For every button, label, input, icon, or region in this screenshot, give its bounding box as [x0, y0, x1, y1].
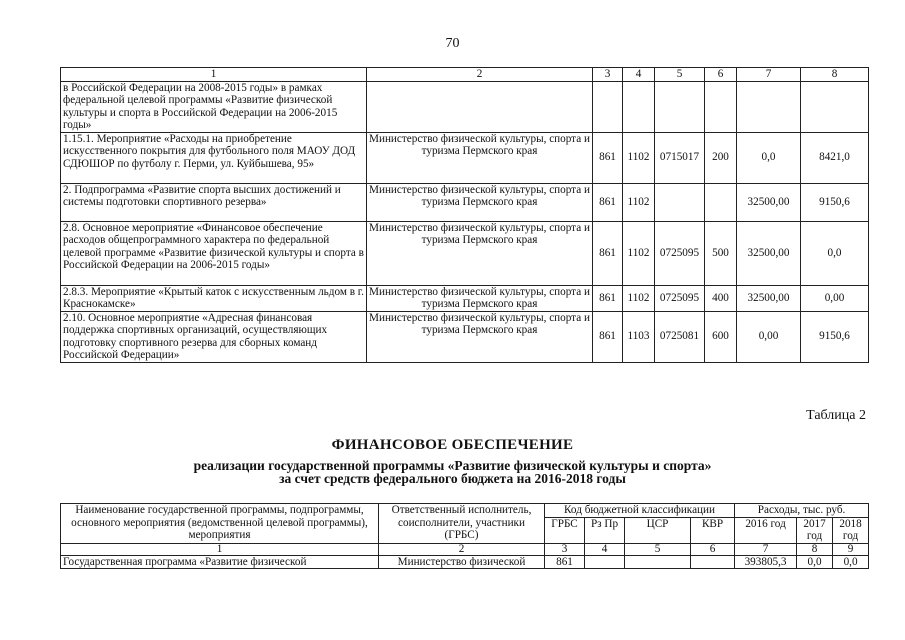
executor	[367, 81, 593, 132]
amount-cell: 9150,6	[801, 183, 869, 221]
header-csr: ЦСР	[625, 517, 691, 543]
kvr-cell: 400	[705, 285, 737, 311]
grbs-cell: 861	[593, 311, 623, 362]
section-subtitle: реализации государственной программы «Развитие физической культуры и спорта»	[193, 458, 712, 473]
kvr-cell: 500	[705, 221, 737, 285]
csr-cell	[655, 183, 705, 221]
col-num: 4	[585, 543, 625, 555]
col-num: 1	[61, 543, 379, 555]
header-executor: Ответственный исполнитель, соисполнители, участники (ГРБС)	[379, 504, 545, 544]
column-number-row	[61, 68, 869, 82]
grbs-cell: 861	[545, 555, 585, 569]
csr-cell: 0715017	[655, 132, 705, 183]
csr-cell: 0725095	[655, 221, 705, 285]
header-row	[61, 504, 869, 518]
amount-cell	[801, 81, 869, 132]
section-subtitle: за счет средств федерального бюджета на 2016-2018 годы	[279, 471, 626, 486]
col-num: 3	[545, 543, 585, 555]
header-2018: 2018 год	[833, 517, 869, 543]
grbs-cell: 861	[593, 221, 623, 285]
col-num: 6	[691, 543, 735, 555]
kvr-cell	[705, 183, 737, 221]
rzpr-cell	[585, 555, 625, 569]
amount-cell: 0,0	[737, 132, 801, 183]
amount-cell: 8421,0	[801, 132, 869, 183]
amount-cell: 0,0	[801, 221, 869, 285]
csr-cell	[655, 81, 705, 132]
col-num: 1	[61, 68, 367, 82]
kvr-cell: 200	[705, 132, 737, 183]
col-num: 5	[625, 543, 691, 555]
activity-name: 2. Подпрограмма «Развитие спорта высших достижений и системы подготовки спортивного резерва»	[61, 183, 367, 221]
rzpr-cell: 1102	[623, 221, 655, 285]
table-row	[61, 285, 869, 311]
header-name: Наименование государственной программы, подпрограммы, основного мероприятия (ведомственной целевой программы), мероприятия	[61, 504, 379, 544]
grbs-cell: 861	[593, 132, 623, 183]
rzpr-cell: 1102	[623, 285, 655, 311]
amount-2016: 393805,3	[735, 555, 797, 569]
col-num: 2	[367, 68, 593, 82]
amount-cell: 9150,6	[801, 311, 869, 362]
grbs-cell	[593, 81, 623, 132]
col-num: 2	[379, 543, 545, 555]
rzpr-cell: 1102	[623, 183, 655, 221]
funding-table-2016-2018	[60, 503, 869, 569]
col-num: 7	[737, 68, 801, 82]
amount-cell	[737, 81, 801, 132]
col-num: 6	[705, 68, 737, 82]
amount-2017: 0,0	[797, 555, 833, 569]
csr-cell	[625, 555, 691, 569]
header-budget-code: Код бюджетной классификации	[545, 504, 735, 518]
section-title: ФИНАНСОВОЕ ОБЕСПЕЧЕНИЕ	[331, 437, 574, 453]
header-2017: 2017 год	[797, 517, 833, 543]
kvr-cell: 600	[705, 311, 737, 362]
activity-name: 2.10. Основное мероприятие «Адресная финансовая поддержка спортивных организаций, осуществляющих подготовку спортивного резерва для сборных команд Российской Федерации»	[61, 311, 367, 362]
amount-2018: 0,0	[833, 555, 869, 569]
executor: Министерство физической культуры, спорта и туризма Пермского края	[367, 221, 593, 285]
table-row	[61, 311, 869, 362]
col-num: 7	[735, 543, 797, 555]
amount-cell: 32500,00	[737, 221, 801, 285]
col-num: 5	[655, 68, 705, 82]
activity-name: 2.8.3. Мероприятие «Крытый каток с искусственным льдом в г. Краснокамске»	[61, 285, 367, 311]
table-label: Таблица 2	[806, 408, 866, 423]
csr-cell: 0725081	[655, 311, 705, 362]
grbs-cell: 861	[593, 183, 623, 221]
amount-cell: 0,00	[801, 285, 869, 311]
amount-cell: 0,00	[737, 311, 801, 362]
header-expenses: Расходы, тыс. руб.	[735, 504, 869, 518]
activity-name: в Российской Федерации на 2008-2015 годы» в рамках федеральной целевой программы «Развитие физической культуры и спорта в Российской Федерации на 2006-2015 годы»	[61, 81, 367, 132]
table-row	[61, 183, 869, 221]
executor: Министерство физической культуры, спорта и туризма Пермского края	[367, 183, 593, 221]
header-2016: 2016 год	[735, 517, 797, 543]
amount-cell: 32500,00	[737, 285, 801, 311]
header-rzpr: Рз Пр	[585, 517, 625, 543]
kvr-cell	[691, 555, 735, 569]
activity-name: 2.8. Основное мероприятие «Финансовое обеспечение расходов общепрограммного характера по федеральной целевой программе «Развитие физической культуры и спорта в Российской Федерации на 2006-2015 годы»	[61, 221, 367, 285]
column-number-row	[61, 543, 869, 555]
activity-name: 1.15.1. Мероприятие «Расходы на приобретение искусственного покрытия для футбольного поля МАОУ ДОД СДЮШОР по футболу г. Перми, ул. Куйбышева, 95»	[61, 132, 367, 183]
col-num: 3	[593, 68, 623, 82]
kvr-cell	[705, 81, 737, 132]
col-num: 8	[797, 543, 833, 555]
header-kvr: КВР	[691, 517, 735, 543]
funding-table-continued	[60, 67, 869, 363]
rzpr-cell	[623, 81, 655, 132]
executor: Министерство физической	[379, 555, 545, 569]
col-num: 9	[833, 543, 869, 555]
csr-cell: 0725095	[655, 285, 705, 311]
table-row	[61, 555, 869, 569]
header-grbs: ГРБС	[545, 517, 585, 543]
amount-cell: 32500,00	[737, 183, 801, 221]
col-num: 4	[623, 68, 655, 82]
rzpr-cell: 1103	[623, 311, 655, 362]
program-name: Государственная программа «Развитие физической	[61, 555, 379, 569]
table-row	[61, 132, 869, 183]
col-num: 8	[801, 68, 869, 82]
table-row	[61, 221, 869, 285]
rzpr-cell: 1102	[623, 132, 655, 183]
grbs-cell: 861	[593, 285, 623, 311]
table-row	[61, 81, 869, 132]
executor: Министерство физической культуры, спорта и туризма Пермского края	[367, 311, 593, 362]
page-number: 70	[445, 36, 460, 51]
executor: Министерство физической культуры, спорта и туризма Пермского края	[367, 285, 593, 311]
executor: Министерство физической культуры, спорта и туризма Пермского края	[367, 132, 593, 183]
